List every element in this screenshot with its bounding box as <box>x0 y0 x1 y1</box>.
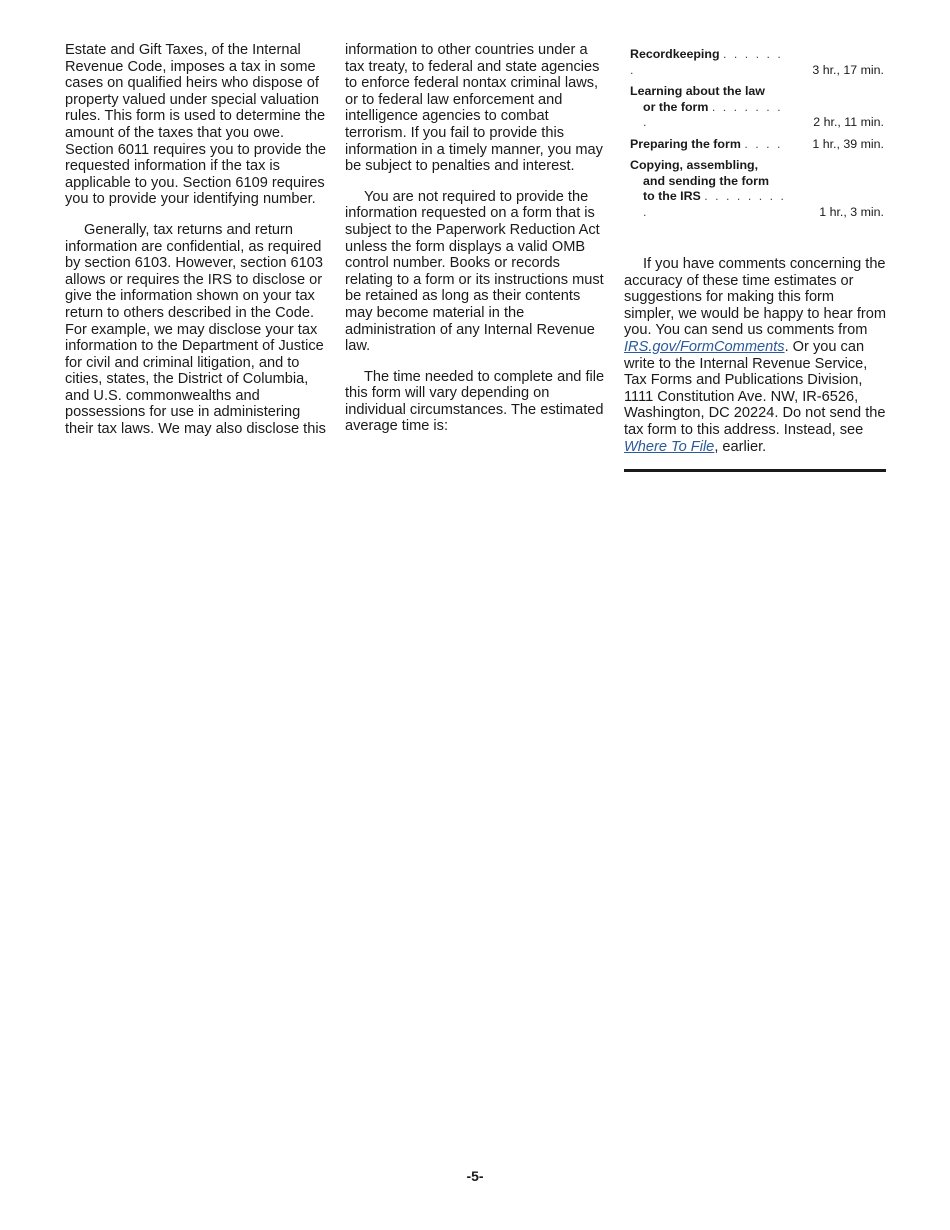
time-row-recordkeeping <box>630 47 884 78</box>
column-2 <box>345 42 607 449</box>
paperwork-reduction-paragraph: You are not required to provide the information requested on a form that is subject to the Paperwork Reduction Act unless the form displays a valid OMB control number. Books or records relating to a form or its instructions must be retained as long as their contents may become material in the administration of any Internal Revenue law. <box>345 188 604 355</box>
comments-text: , earlier. <box>714 438 767 455</box>
time-value: 2 hr., 11 min. <box>813 115 884 129</box>
time-value: 1 hr., 3 min. <box>819 204 884 219</box>
section-end-rule <box>624 469 886 472</box>
column-1 <box>65 42 327 452</box>
time-label: Copying, assembling, <box>630 158 759 172</box>
time-value: 3 hr., 17 min. <box>812 62 884 77</box>
time-label-line2: and sending the form <box>643 173 769 188</box>
form-comments-link[interactable]: IRS.gov/FormComments <box>624 338 785 355</box>
time-estimate-intro: The time needed to complete and file this form will vary depending on individual circumstances. The estimated average time is: <box>345 368 605 435</box>
time-row-preparing <box>630 137 884 153</box>
time-row-copying <box>630 158 884 220</box>
time-estimates-table <box>630 47 884 220</box>
time-label: Learning about the law <box>630 84 765 98</box>
time-value: 1 hr., 39 min. <box>812 136 884 151</box>
leader-dots: . . . . . . . . . <box>643 189 786 219</box>
leader-dots: . . . . . . . <box>630 47 783 77</box>
comments-paragraph <box>624 256 886 455</box>
privacy-paragraph-3: information to other countries under a tax treaty, to federal and state agencies to enforce federal nontax criminal laws, or to federal law enforcement and intelligence agencies to combat terrorism. If you fail to provide this information in a timely manner, you may be subject to penalties and interest. <box>345 42 603 175</box>
time-label: Recordkeeping <box>630 47 720 61</box>
column-3 <box>624 42 886 472</box>
leader-dots: . . . . <box>744 136 783 151</box>
page-number: -5- <box>466 1168 484 1184</box>
privacy-paragraph-1: Estate and Gift Taxes, of the Internal Revenue Code, imposes a tax in some cases on qualified heirs who dispose of property valued under special valuation rules. This form is used to determine the amount of the taxes that you owe. Section 6011 requires you to provide the requested information if the tax is applicable to you. Section 6109 requires you to provide your identifying number. <box>65 42 326 208</box>
time-label: Preparing the form <box>630 136 741 151</box>
where-to-file-link[interactable]: Where To File <box>624 438 715 455</box>
leader-dots: . . . . . . . . <box>643 99 783 129</box>
comments-text: If you have comments concerning the accuracy of these time estimates or suggestions for making this form simpler, we would be happy to hear from you. You can send us comments from <box>624 256 887 339</box>
time-label-line3: to the IRS <box>643 189 701 203</box>
comments-text: . Or you can write to the Internal Revenue Service, Tax Forms and Publications Division, 1111 Constitution Ave. NW, IR-6526, Washington, DC 20224. Do not send the tax form to this address. Instead, see <box>624 338 886 438</box>
time-row-learning <box>630 84 884 131</box>
time-label-line2: or the form <box>643 99 709 114</box>
privacy-paragraph-2: Generally, tax returns and return information are confidential, as required by section 6103. However, section 6103 allows or requires the IRS to disclose or give the information shown on your tax return to others described in the Code. For example, we may disclose your tax information to the Department of Justice for civil and criminal litigation, and to cities, states, the District of Columbia, and U.S. commonwealths and possessions for use in administering their tax laws. We may also disclose this <box>65 221 326 438</box>
